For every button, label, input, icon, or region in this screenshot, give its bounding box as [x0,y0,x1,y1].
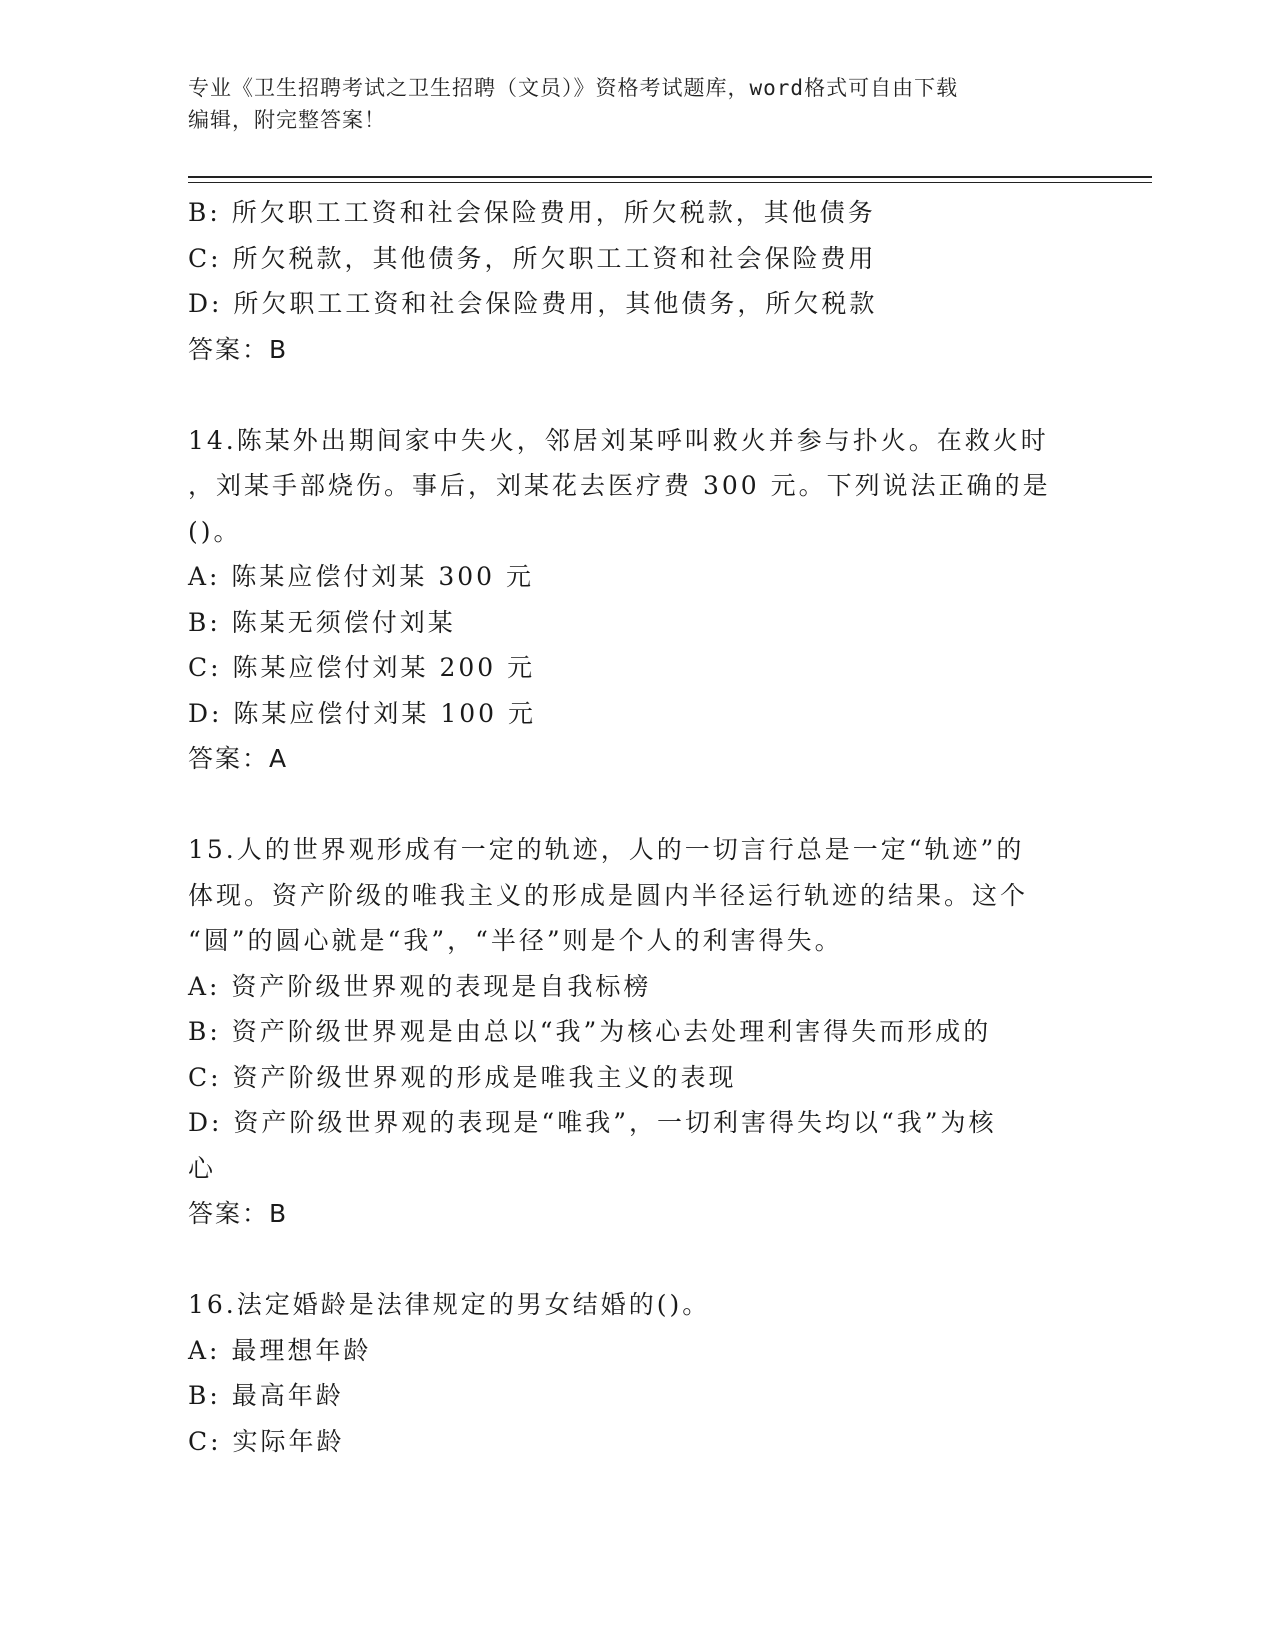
option-c: C: 资产阶级世界观的形成是唯我主义的表现 [188,1062,737,1092]
header-line-1: 专业《卫生招聘考试之卫生招聘（文员）》资格考试题库，word格式可自由下载 [188,76,959,100]
option-c: C: 陈某应偿付刘某 200 元 [188,653,536,682]
answer-line: 答案：A [188,744,289,773]
question-13-tail [188,190,1088,372]
document-header [188,72,1068,136]
answer-line: 答案：B [188,334,289,364]
question-16 [188,1282,1088,1464]
header-line-2: 编辑，附完整答案！ [188,108,386,132]
option-c: C: 实际年龄 [188,1426,345,1456]
option-a: A: 陈某应偿付刘某 300 元 [188,562,535,591]
spacer [188,782,1088,828]
question-14 [188,418,1088,782]
spacer [188,372,1088,418]
option-a: A: 最理想年龄 [188,1335,372,1365]
question-stem-line: 15.人的世界观形成有一定的轨迹，人的一切言行总是一定“轨迹”的 [188,835,1025,864]
question-content [188,190,1088,1464]
option-d: D: 资产阶级世界观的表现是“唯我”，一切利害得失均以“我”为核 [188,1108,997,1137]
question-stem-line: 16.法定婚龄是法律规定的男女结婚的()。 [188,1290,711,1319]
question-stem-line: 体现。资产阶级的唯我主义的形成是圆内半径运行轨迹的结果。这个 [188,880,1029,910]
question-15 [188,827,1088,1237]
spacer [188,1237,1088,1283]
option-b: B: 资产阶级世界观是由总以“我”为核心去处理利害得失而形成的 [188,1017,992,1046]
option-d: D: 所欠职工工资和社会保险费用，其他债务，所欠税款 [188,289,878,318]
header-divider-thin [188,182,1152,183]
question-stem-line: 14.陈某外出期间家中失火，邻居刘某呼叫救火并参与扑火。在救火时 [188,425,1049,455]
option-b: B: 陈某无须偿付刘某 [188,607,456,637]
option-d-continuation: 心 [188,1153,217,1183]
question-stem-line: “圆”的圆心就是“我”，“半径”则是个人的利害得失。 [188,926,843,955]
header-divider-thick [188,176,1152,178]
option-d: D: 陈某应偿付刘某 100 元 [188,698,537,728]
option-a: A: 资产阶级世界观的表现是自我标榜 [188,971,652,1001]
option-b: B: 最高年龄 [188,1381,344,1410]
question-stem-line: ()。 [188,516,242,546]
option-b: B: 所欠职工工资和社会保险费用，所欠税款，其他债务 [188,198,876,227]
question-stem-line: ，刘某手部烧伤。事后，刘某花去医疗费 300 元。下列说法正确的是 [188,471,1051,500]
option-c: C: 所欠税款，其他债务，所欠职工工资和社会保险费用 [188,243,877,273]
answer-line: 答案：B [188,1199,289,1228]
